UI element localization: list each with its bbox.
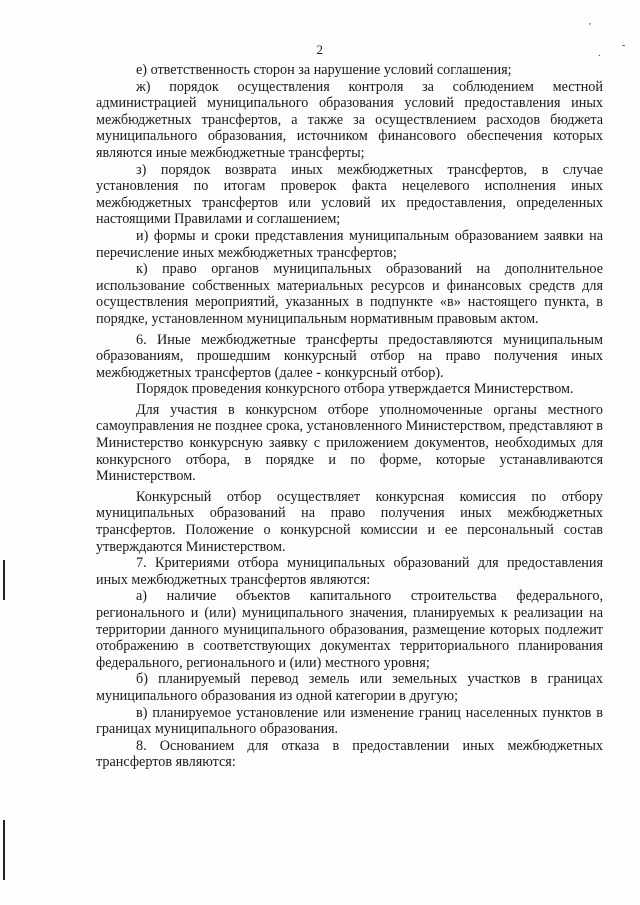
- paragraph-item-z: з) порядок возврата иных межбюджетных трансфертов, в случае установления по итогам проверок факта нецелевого исполнения иных межбюджетных трансфертов или условий их предоставления, определенных настоящими Правилами и соглашением;: [96, 161, 603, 228]
- scan-artifact-mark: .: [598, 48, 601, 59]
- paragraph-clause-6: 6. Иные межбюджетные трансферты предоставляются муниципальным образованиям, прошедшим конкурсный отбор на право получения иных межбюджетных трансфертов (далее - конкурсный отбор).: [96, 331, 603, 381]
- scan-edge-line: [3, 560, 5, 600]
- paragraph-clause-7: 7. Критериями отбора муниципальных образований для предоставления иных межбюджетных трансфертов являются:: [96, 555, 603, 588]
- paragraph-criterion-b: б) планируемый перевод земель или земельных участков в границах муниципального образования из одной категории в другую;: [96, 671, 603, 704]
- paragraph-clause-8: 8. Основанием для отказа в предоставлении иных межбюджетных трансфертов являются:: [96, 737, 603, 771]
- document-body: [96, 62, 603, 771]
- scan-artifact-mark: ': [589, 22, 591, 33]
- paragraph-selection-procedure: Порядок проведения конкурсного отбора утверждается Министерством.: [136, 381, 574, 398]
- scan-artifact-mark: -: [622, 40, 626, 51]
- paragraph-participation: Для участия в конкурсном отборе уполномоченные органы местного самоуправления не позднее срока, установленного Министерством, представляют в Министерство конкурсную заявку с приложением документов, необходимых для конкурсного отбора, в порядке и по форме, которые устанавливаются Министерством.: [96, 401, 603, 485]
- paragraph-item-k: к) право органов муниципальных образований на дополнительное использование собственных материальных ресурсов и финансовых средств для осуществления мероприятий, указанных в подпункте «в» настоящего пункта, в порядке, установленном муниципальным нормативным правовым актом.: [96, 261, 603, 327]
- paragraph-item-e: е) ответственность сторон за нарушение условий соглашения;: [136, 62, 512, 78]
- paragraph-criterion-a: а) наличие объектов капитального строительства федерального, регионального и (или) муниципального значения, планируемых к реализации на территории данного муниципального образования, размещение которых подлежит отображению в соответствующих документах территориального планирования федерального, регионального и (или) местного уровня;: [96, 588, 603, 671]
- paragraph-item-zh: ж) порядок осуществления контроля за соблюдением местной администрацией муниципального образования условий предоставления иных межбюджетных трансфертов, а также за осуществлением расходов бюджета муниципального образования, источником финансового обеспечения которых являются иные межбюджетные трансферты;: [96, 78, 603, 161]
- paragraph-commission: Конкурсный отбор осуществляет конкурсная комиссия по отбору муниципальных образований на право получения иных межбюджетных трансфертов. Положение о конкурсной комиссии и ее персональный состав утверждаются Министерством.: [96, 488, 603, 555]
- paragraph-item-i: и) формы и сроки представления муниципальным образованием заявки на перечисление иных межбюджетных трансфертов;: [96, 227, 603, 261]
- page-number: 2: [316, 42, 324, 57]
- paragraph-criterion-v: в) планируемое установление или изменение границ населенных пунктов в границах муниципального образования.: [96, 704, 603, 738]
- scan-edge-line: [3, 820, 5, 880]
